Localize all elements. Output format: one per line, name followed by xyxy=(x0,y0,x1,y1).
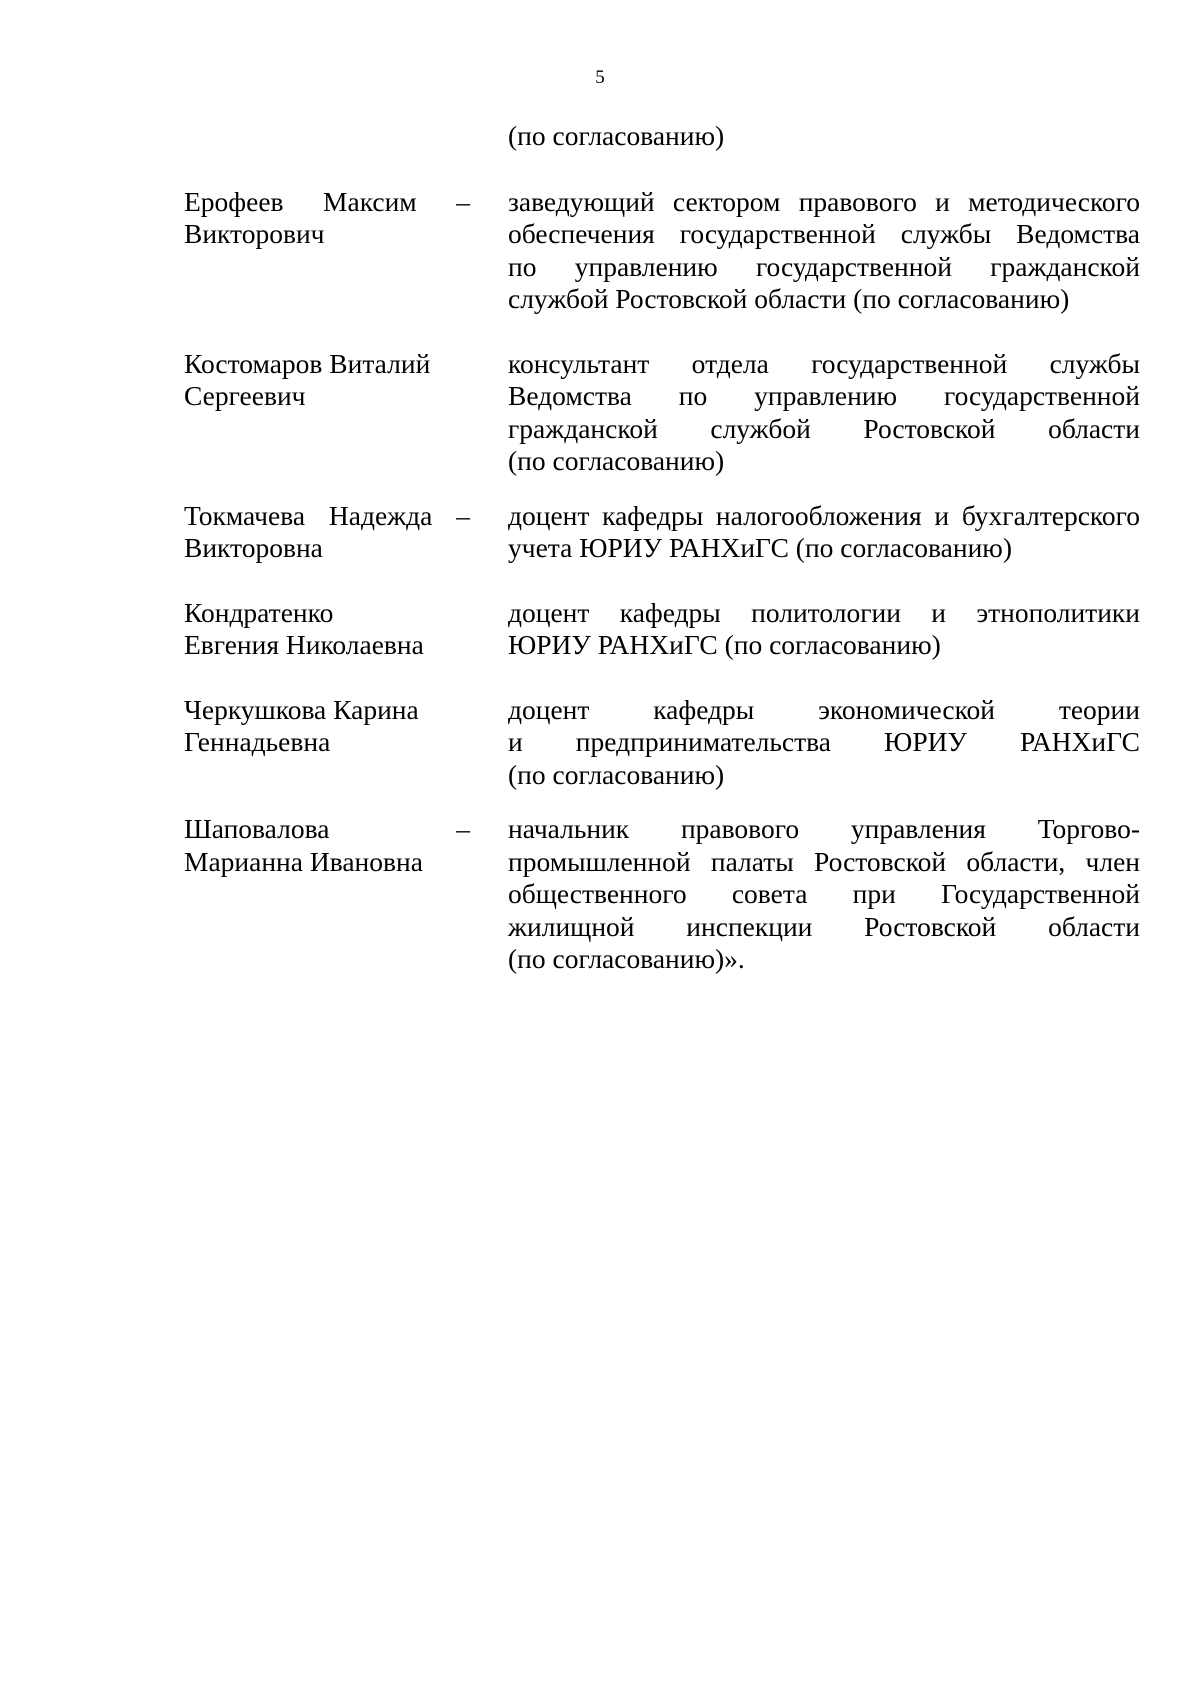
member-position-line: учета ЮРИУ РАНХиГС (по согласованию) xyxy=(508,532,1012,563)
member-name xyxy=(184,813,470,878)
member-position-line: службой Ростовской области (по согласованию) xyxy=(508,283,1070,314)
member-name xyxy=(184,694,470,759)
member-name-line: Кондратенко xyxy=(184,596,334,628)
member-position xyxy=(508,500,1140,565)
member-position-line: заведующий сектором правового и методического xyxy=(508,185,1140,217)
member-entry xyxy=(184,597,1140,662)
member-position-line: промышленной палаты Ростовской области, член xyxy=(508,845,1140,877)
member-name-line: Токмачева Надежда – xyxy=(184,499,470,531)
member-name-line: Евгения Николаевна xyxy=(184,629,424,660)
member-position xyxy=(508,694,1140,792)
member-position-line: ЮРИУ РАНХиГС (по согласованию) xyxy=(508,629,941,660)
member-name-line: Шаповалова – xyxy=(184,813,470,844)
member-position-line: доцент кафедры налогообложения и бухгалтерского xyxy=(508,499,1140,531)
member-entry xyxy=(184,500,1140,565)
member-list xyxy=(184,120,1140,976)
member-position-line: Ведомства по управлению государственной xyxy=(508,380,1140,411)
member-position-line: (по согласованию) xyxy=(508,445,725,476)
member-position xyxy=(508,348,1140,478)
member-position-line: доцент кафедры экономической теории xyxy=(508,693,1140,725)
member-position-line: консультант отдела государственной службы xyxy=(508,347,1140,379)
member-name-line: Ерофеев Максим – xyxy=(184,185,470,217)
member-position-line: начальник правового управления Торгово- xyxy=(508,813,1140,844)
member-name-line: Костомаров Виталий xyxy=(184,347,431,379)
member-name-line: Черкушкова Карина xyxy=(184,693,419,725)
member-position xyxy=(508,813,1140,976)
member-name-line: Викторовна xyxy=(184,532,323,563)
member-name xyxy=(184,348,470,413)
member-entry xyxy=(184,186,1140,316)
member-position xyxy=(508,597,1140,662)
member-position-line: общественного совета при Государственной xyxy=(508,878,1140,909)
member-position-line: и предпринимательства ЮРИУ РАНХиГС xyxy=(508,726,1140,757)
member-entry xyxy=(184,348,1140,478)
member-position-line: обеспечения государственной службы Ведомства xyxy=(508,218,1140,249)
member-name-line: Сергеевич xyxy=(184,380,306,411)
member-name xyxy=(184,500,470,565)
member-name-line: Марианна Ивановна xyxy=(184,845,423,877)
member-position-line: жилищной инспекции Ростовской области xyxy=(508,910,1140,942)
continuation-text: (по согласованию) xyxy=(508,120,725,151)
member-name-line: Викторович xyxy=(184,218,325,249)
member-entry xyxy=(184,813,1140,976)
member-position-line: (по согласованию) xyxy=(508,758,725,790)
member-name xyxy=(184,186,470,251)
page-number: 5 xyxy=(595,67,605,88)
member-position-line: гражданской службой Ростовской области xyxy=(508,412,1140,444)
member-entry xyxy=(184,694,1140,792)
member-name-line: Геннадьевна xyxy=(184,726,331,757)
member-position xyxy=(508,186,1140,316)
member-position-line: (по согласованию)». xyxy=(508,943,745,974)
member-name xyxy=(184,597,470,662)
member-position-line: по управлению государственной гражданской xyxy=(508,250,1140,282)
member-position-line: доцент кафедры политологии и этнополитики xyxy=(508,596,1140,628)
